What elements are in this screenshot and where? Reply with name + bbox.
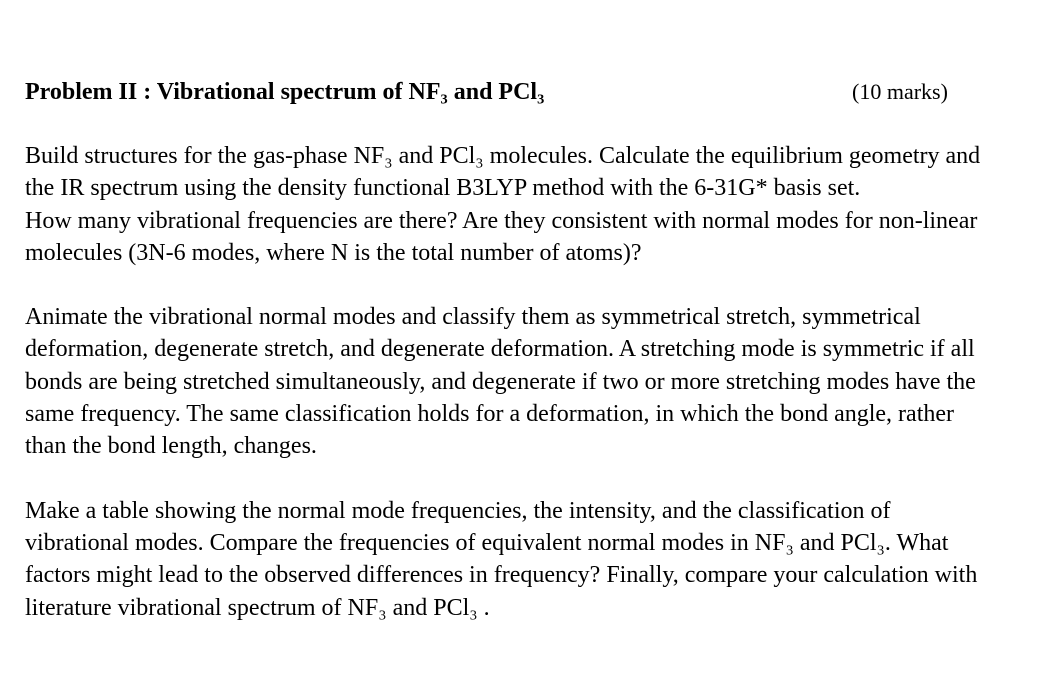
paragraph-make-table: Make a table showing the normal mode frequencies, the intensity, and the classification of vibrational modes. Compare the frequencies of equivalent normal modes in NF₃ and PCl₃. What factors might lead to the observed differences in frequency? Finally, compare your calculation with literature vibrational spectrum of NF₃ and PCl₃ .	[25, 497, 978, 621]
problem-header	[25, 76, 985, 108]
paragraph-build-structures: Build structures for the gas-phase NF₃ and PCl₃ molecules. Calculate the equilibrium geometry and the IR spectrum using the density functional B3LYP method with the 6-31G* basis set.	[25, 143, 981, 202]
problem-title: Problem II : Vibrational spectrum of NF₃ and PCl₃	[25, 79, 545, 105]
paragraph-frequency-count: How many vibrational frequencies are there? Are they consistent with normal modes for non-linear molecules (3N-6 modes, where N is the total number of atoms)?	[25, 207, 978, 266]
problem-marks: (10 marks)	[852, 79, 948, 104]
problem-document	[25, 76, 985, 624]
paragraph-animate-modes: Animate the vibrational normal modes and classify them as symmetrical stretch, symmetrical deformation, degenerate stretch, and degenerate deformation. A stretching mode is symmetric if all bonds are being stretched simultaneously, and degenerate if two or more stretching modes have the same frequency. The same classification holds for a deformation, in which the bond angle, rather than the bond length, changes.	[25, 304, 976, 460]
